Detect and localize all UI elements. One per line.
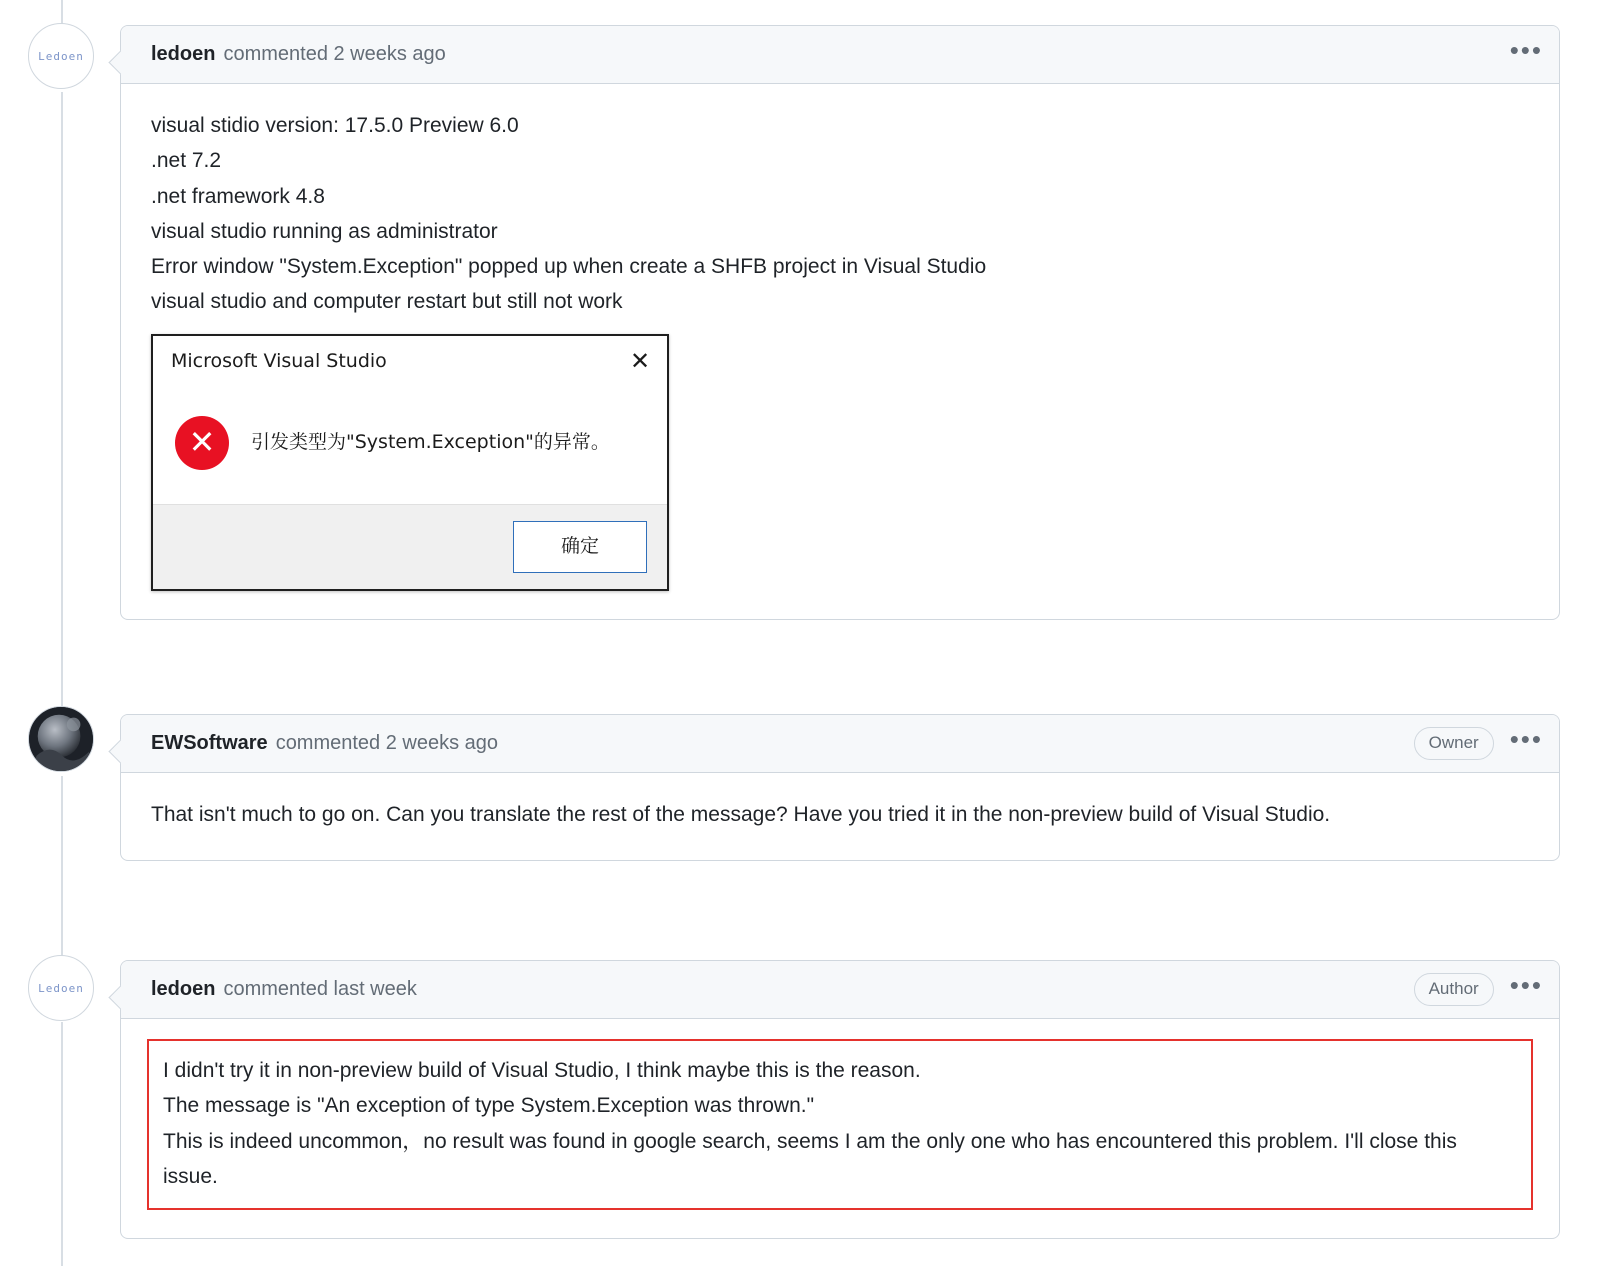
comment-header-actions bbox=[1414, 723, 1543, 759]
timeline-line bbox=[61, 776, 63, 962]
timeline-line bbox=[61, 92, 63, 716]
comment-card bbox=[120, 960, 1560, 1239]
comment-line: That isn't much to go on. Can you translate the rest of the message? Have you tried it in the non-preview build of Visual Studio. bbox=[151, 803, 1331, 826]
comment-line: Error window "System.Exception" popped up when create a SHFB project in Visual Studio bbox=[151, 255, 987, 279]
timeline-line bbox=[61, 1022, 63, 1266]
comment-card bbox=[120, 714, 1560, 861]
comment-header-actions bbox=[1509, 34, 1543, 65]
visual-studio-error-dialog-image bbox=[151, 334, 669, 591]
dialog-footer bbox=[153, 504, 667, 589]
avatar[interactable] bbox=[28, 955, 94, 1021]
kebab-menu-icon[interactable]: ••• bbox=[1509, 34, 1543, 65]
dialog-title: Microsoft Visual Studio bbox=[171, 349, 387, 372]
comment-body bbox=[121, 84, 1559, 619]
comment-author[interactable]: ledoen bbox=[151, 43, 216, 65]
comment-card bbox=[120, 25, 1560, 620]
kebab-menu-icon[interactable]: ••• bbox=[1509, 723, 1543, 754]
comment-header bbox=[121, 26, 1559, 84]
avatar-label: Ledoen bbox=[38, 981, 84, 995]
comment-header bbox=[121, 715, 1559, 773]
comment-line: I didn't try it in non-preview build of Visual Studio, I think maybe this is the reason. bbox=[163, 1059, 921, 1082]
comment-author[interactable]: EWSoftware bbox=[151, 732, 268, 754]
kebab-menu-icon[interactable]: ••• bbox=[1509, 969, 1543, 1000]
comment-header-actions bbox=[1414, 969, 1543, 1005]
dialog-message: 引发类型为"System.Exception"的异常。 bbox=[251, 430, 610, 453]
comment-timestamp: commented 2 weeks ago bbox=[275, 732, 499, 754]
comment-timestamp: commented 2 weeks ago bbox=[223, 43, 446, 65]
dialog-ok-button[interactable]: 确定 bbox=[513, 521, 647, 573]
comment-line: The message is "An exception of type System.Exception was thrown." bbox=[163, 1094, 815, 1118]
comment-timestamp: commented last week bbox=[223, 978, 417, 1000]
comment-line: .net framework 4.8 bbox=[151, 184, 325, 208]
comment-header bbox=[121, 961, 1559, 1019]
error-icon: ✕ bbox=[175, 416, 229, 470]
comment-line: .net 7.2 bbox=[151, 149, 222, 173]
comment-line: visual studio and computer restart but still not work bbox=[151, 290, 623, 314]
status-badge: Author bbox=[1414, 973, 1494, 1005]
avatar[interactable] bbox=[28, 23, 94, 89]
comment-line: visual stidio version: 17.5.0 Preview 6.0 bbox=[151, 114, 519, 137]
close-icon[interactable]: ✕ bbox=[629, 347, 651, 376]
avatar-image bbox=[29, 706, 93, 772]
avatar[interactable] bbox=[28, 706, 94, 772]
highlight-annotation bbox=[147, 1039, 1533, 1210]
comment-line: This is indeed uncommon，no result was found in google search, seems I am the only one who has encountered this problem. I'll close this issue. bbox=[163, 1129, 1457, 1188]
comment-body bbox=[121, 1019, 1559, 1238]
comment-author[interactable]: ledoen bbox=[151, 978, 216, 1000]
avatar-label: Ledoen bbox=[38, 49, 84, 63]
dialog-content bbox=[153, 388, 667, 504]
status-badge: Owner bbox=[1414, 727, 1494, 759]
dialog-titlebar bbox=[153, 336, 667, 388]
comment-body bbox=[121, 773, 1559, 860]
comment-line: visual studio running as administrator bbox=[151, 219, 498, 243]
